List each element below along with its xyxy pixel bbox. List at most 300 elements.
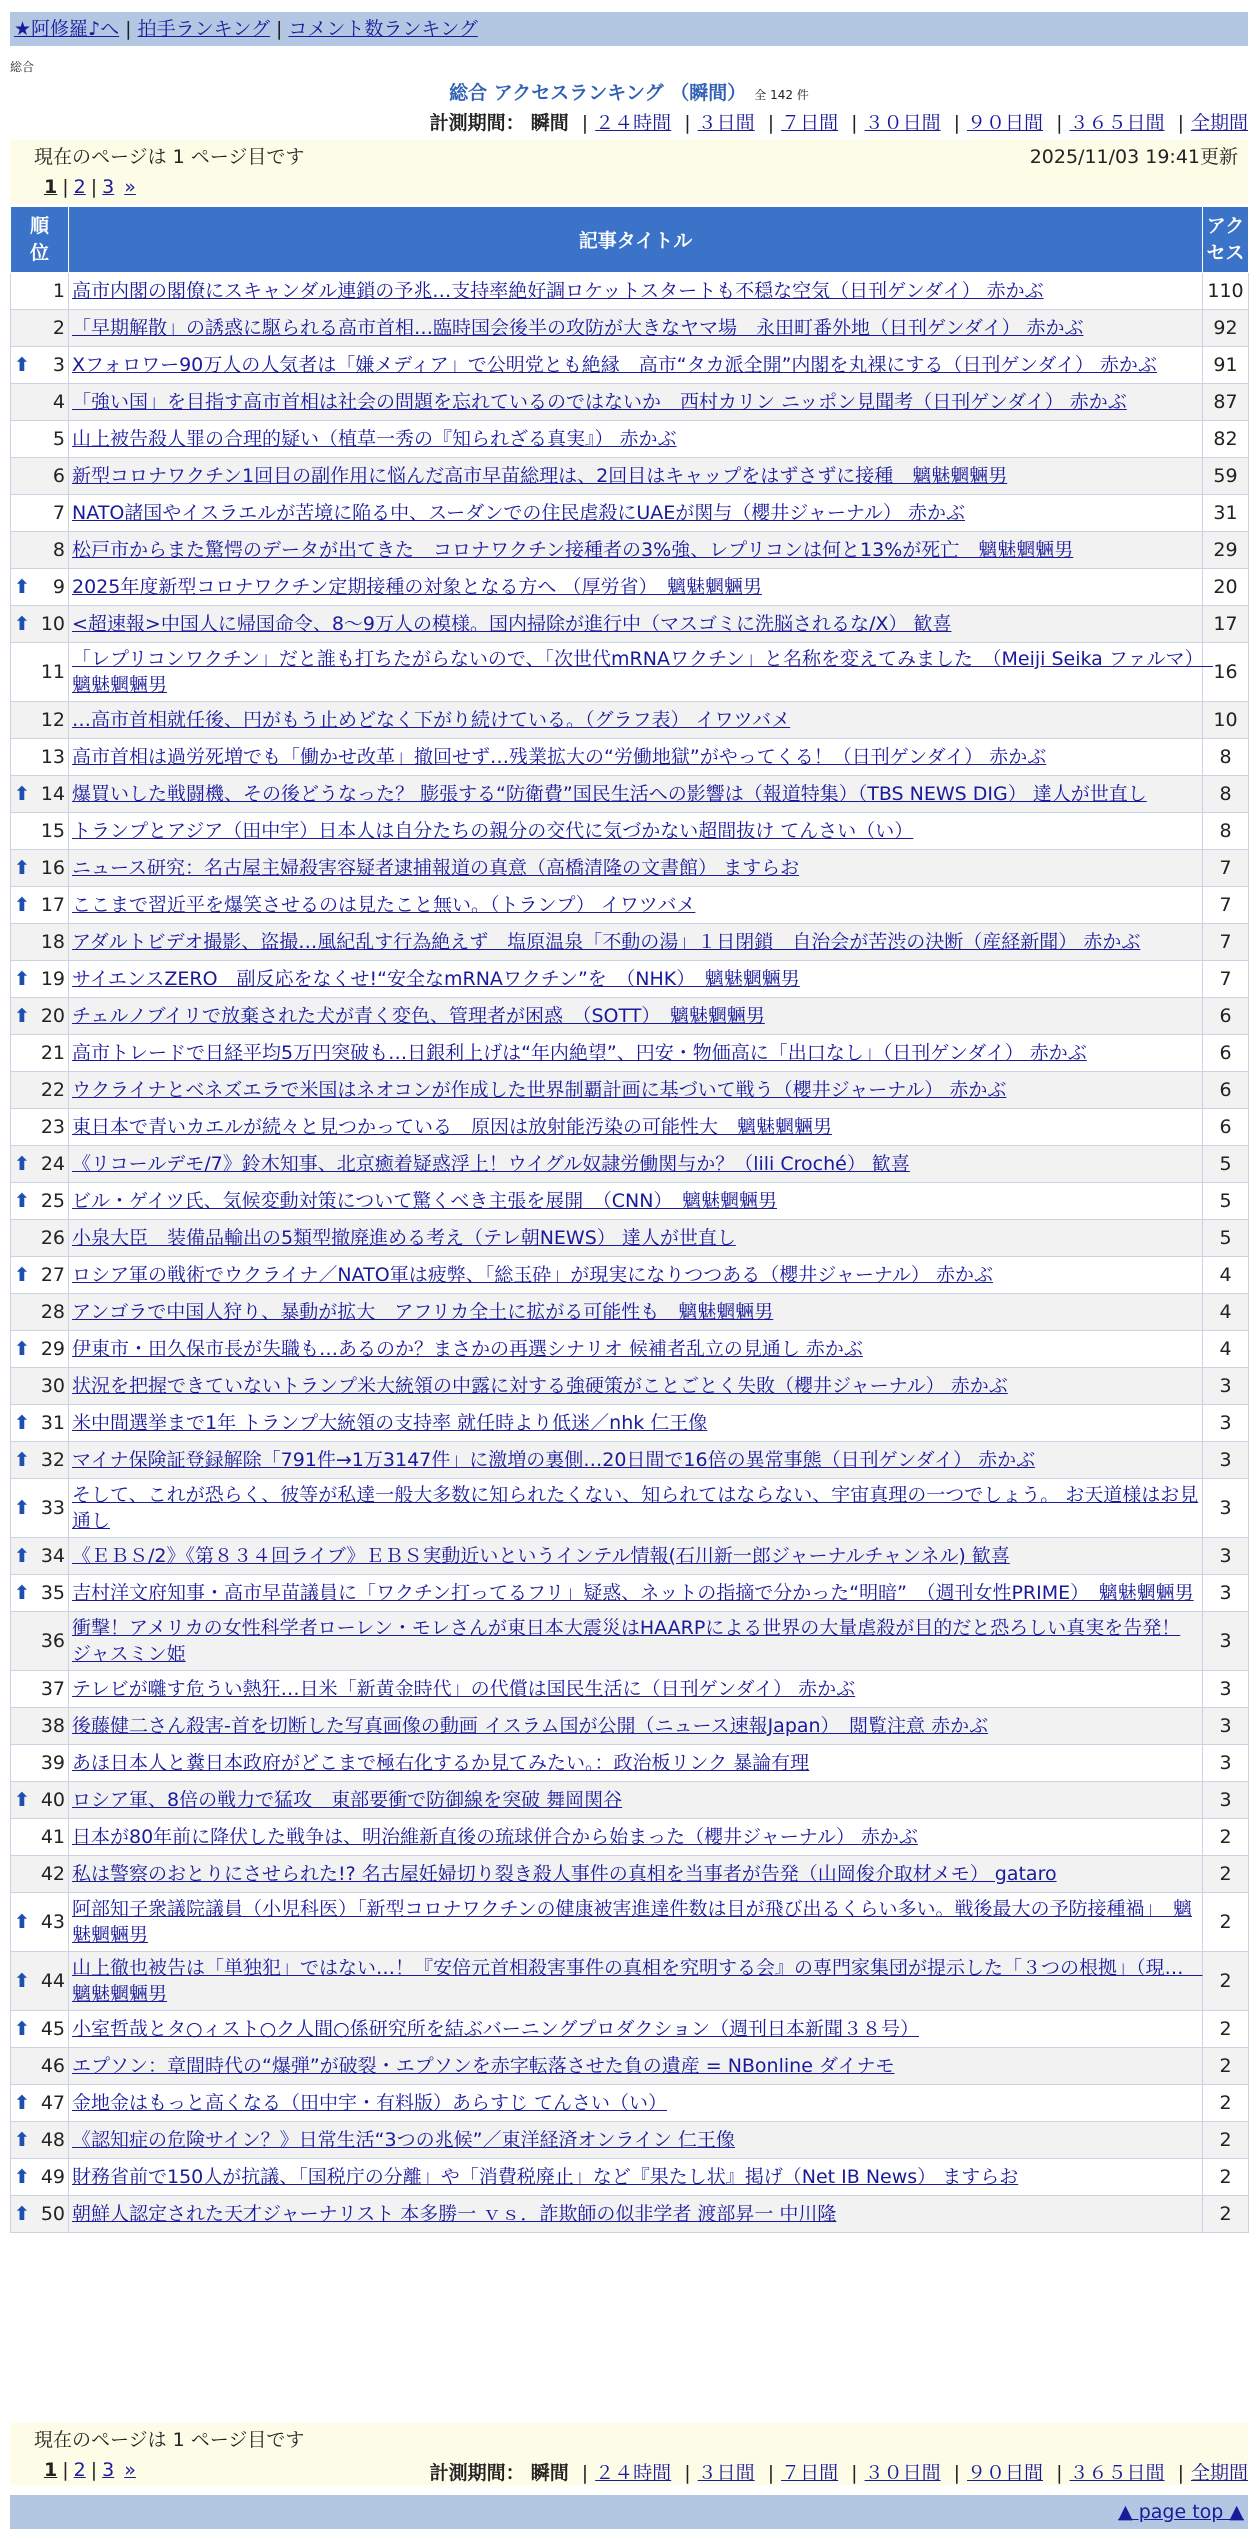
arrow-up-icon: ⬆	[14, 1449, 30, 1471]
table-row	[11, 1294, 1249, 1331]
page-separator: |	[90, 2459, 98, 2481]
access-count: 3	[1203, 1612, 1249, 1671]
arrow-up-icon: ⬆	[14, 2166, 30, 2188]
article-link[interactable]: 私は警察のおとりにさせられた!? 名古屋妊婦切り裂き殺人事件の真相を当事者が告発（山岡俊介取材メモ） gataro	[72, 1863, 1057, 1885]
title-cell	[69, 2011, 1203, 2048]
rank-cell	[11, 739, 69, 776]
rank-cell	[11, 961, 69, 998]
period-label: 計測期間：	[429, 112, 525, 134]
table-row	[11, 1575, 1249, 1612]
rank-number: 9	[52, 576, 65, 598]
rank-cell	[11, 1405, 69, 1442]
rank-cell	[11, 1671, 69, 1708]
access-count: 16	[1203, 643, 1249, 702]
table-row	[11, 310, 1249, 347]
rank-number: 40	[40, 1789, 65, 1811]
total-count: 全 142 件	[754, 88, 809, 102]
rank-number: 10	[40, 613, 65, 635]
article-link[interactable]: 山上徹也被告は「単独犯」ではない…！『安倍元首相殺害事件の真相を究明する会』の専門家集団が提示した「３つの根拠」（現… 魑魅魍魎男	[72, 1957, 1203, 2005]
period-separator: |	[1056, 2462, 1063, 2484]
table-row	[11, 1612, 1249, 1671]
table-row	[11, 702, 1249, 739]
article-link[interactable]: 金地金はもっと高くなる（田中宇・有料版）あらすじ てんさい（い）	[72, 2092, 668, 2114]
rank-number: 13	[40, 746, 65, 768]
nav-separator: |	[276, 18, 283, 40]
article-link[interactable]: マイナ保険証登録解除「791件→1万3147件」に激増の裏側…20日間で16倍の異常事態（日刊ゲンダイ） 赤かぶ	[72, 1449, 1036, 1471]
table-row	[11, 1035, 1249, 1072]
rank-cell	[11, 532, 69, 569]
article-link[interactable]: 朝鮮人認定された天才ジャーナリスト 本多勝一 ｖｓ．詐欺師の似非学者 渡部昇一 中川隆	[72, 2203, 837, 2225]
access-count: 17	[1203, 606, 1249, 643]
rank-cell	[11, 1893, 69, 1952]
table-row	[11, 1220, 1249, 1257]
article-link[interactable]: ウクライナとベネズエラで米国はネオコンが作成した世界制覇計画に基づいて戦う（櫻井ジャーナル） 赤かぶ	[72, 1079, 1007, 1101]
period-3d-link[interactable]: ３日間	[697, 2462, 755, 2484]
access-count: 3	[1203, 1368, 1249, 1405]
page-separator: |	[90, 176, 98, 198]
table-row	[11, 1893, 1249, 1952]
rank-number: 35	[40, 1582, 65, 1604]
arrow-up-icon: ⬆	[14, 613, 30, 635]
title-cell	[69, 606, 1203, 643]
period-7d-link[interactable]: ７日間	[781, 112, 839, 134]
access-count: 82	[1203, 421, 1249, 458]
article-link[interactable]: 高市内閣の閣僚にスキャンダル連鎖の予兆…支持率絶好調ロケットスタートも不穏な空気（日刊ゲンダイ） 赤かぶ	[72, 280, 1044, 302]
page-separator: |	[62, 176, 69, 198]
title-cell	[69, 2085, 1203, 2122]
table-row	[11, 1257, 1249, 1294]
arrow-up-icon: ⬆	[14, 1970, 30, 1992]
clap-ranking-link[interactable]: 拍手ランキング	[137, 18, 271, 40]
arrow-up-icon: ⬆	[14, 1497, 30, 1519]
rank-number: 28	[40, 1301, 65, 1323]
table-row	[11, 1405, 1249, 1442]
article-link[interactable]: ここまで習近平を爆笑させるのは見たこと無い。（トランプ） イワツバメ	[72, 894, 696, 916]
table-row	[11, 813, 1249, 850]
table-row	[11, 1183, 1249, 1220]
article-link[interactable]: 阿部知子衆議院議員（小児科医）「新型コロナワクチンの健康被害進達件数は目が飛び出るくらい多い。戦後最大の予防接種禍」 魑魅魍魎男	[72, 1898, 1193, 1946]
access-count: 20	[1203, 569, 1249, 606]
rank-cell	[11, 1538, 69, 1575]
rank-number: 6	[52, 465, 65, 487]
rank-number: 45	[40, 2018, 65, 2040]
page-current: 1	[44, 2459, 58, 2481]
rank-cell	[11, 887, 69, 924]
title-cell	[69, 1331, 1203, 1368]
arrow-up-icon: ⬆	[14, 1582, 30, 1604]
access-count: 87	[1203, 384, 1249, 421]
period-separator: |	[684, 112, 691, 134]
table-row	[11, 2122, 1249, 2159]
article-link[interactable]: 伊東市・田久保市長が失職も…あるのか？まさかの再選シナリオ 候補者乱立の見通し 赤かぶ	[72, 1338, 863, 1360]
article-link[interactable]: チェルノブイリで放棄された犬が青く変色、管理者が困惑 （SOTT） 魑魅魍魎男	[72, 1005, 765, 1027]
rank-cell	[11, 1819, 69, 1856]
article-link[interactable]: 高市首相は過労死増でも「働かせ改革」撤回せず…残業拡大の“労働地獄”がやってくる！（日刊ゲンダイ） 赤かぶ	[72, 746, 1047, 768]
current-page-text: 現在のページは 1 ページ目です	[34, 146, 305, 168]
rank-number: 23	[40, 1116, 65, 1138]
table-row	[11, 739, 1249, 776]
arrow-up-icon: ⬆	[14, 1190, 30, 1212]
title-cell	[69, 1035, 1203, 1072]
period-24h-link[interactable]: ２４時間	[595, 2462, 672, 2484]
rank-number: 25	[40, 1190, 65, 1212]
updated-timestamp: 2025/11/03 19:41更新	[1029, 146, 1238, 168]
rank-number: 47	[40, 2092, 65, 2114]
article-link[interactable]: 小泉大臣 装備品輸出の5類型撤廃進める考え（テレ朝NEWS） 達人が世直し	[72, 1227, 736, 1249]
table-row	[11, 1782, 1249, 1819]
comment-ranking-link[interactable]: コメント数ランキング	[288, 18, 478, 40]
table-row	[11, 961, 1249, 998]
rank-cell	[11, 421, 69, 458]
rank-number: 11	[40, 661, 65, 683]
rank-cell	[11, 458, 69, 495]
article-link[interactable]: ロシア軍、8倍の戦力で猛攻 東部要衝で防御線を突破 舞岡関谷	[72, 1789, 623, 1811]
table-row	[11, 421, 1249, 458]
rank-cell	[11, 310, 69, 347]
table-row	[11, 495, 1249, 532]
access-count: 2	[1203, 2159, 1249, 2196]
rank-cell	[11, 1442, 69, 1479]
article-link[interactable]: エプソン：章間時代の“爆弾”が破裂・エプソンを赤字転落させた負の遺産 = NBonline ダイナモ	[72, 2055, 895, 2077]
rank-number: 4	[52, 391, 65, 413]
rank-cell	[11, 1708, 69, 1745]
title-cell	[69, 1072, 1203, 1109]
period-30d-link[interactable]: ３０日間	[864, 2462, 941, 2484]
next-page-link[interactable]: »	[124, 176, 136, 198]
article-link[interactable]: サイエンスZERO 副反応をなくせ!“安全なmRNAワクチン”を （NHK） 魑魅魍魎男	[72, 968, 800, 990]
title-cell	[69, 2159, 1203, 2196]
arrow-up-icon: ⬆	[14, 1338, 30, 1360]
article-link[interactable]: 「レプリコンワクチン」だと誰も打ちたがらないので、「次世代mRNAワクチン」と名称を変えてみました （Meiji Seika ファルマ） 魑魅魍魎男	[72, 648, 1213, 696]
nav-separator: |	[125, 18, 132, 40]
period-separator: |	[1177, 112, 1184, 134]
table-row	[11, 1146, 1249, 1183]
arrow-up-icon: ⬆	[14, 783, 30, 805]
rank-number: 30	[40, 1375, 65, 1397]
rank-number: 36	[40, 1630, 65, 1652]
title-cell	[69, 961, 1203, 998]
period-separator: |	[767, 2462, 775, 2484]
table-row	[11, 1479, 1249, 1538]
access-count: 2	[1203, 2122, 1249, 2159]
rank-cell	[11, 2122, 69, 2159]
title-cell	[69, 1368, 1203, 1405]
rank-number: 29	[40, 1338, 65, 1360]
period-current: 瞬間	[530, 112, 569, 134]
article-link[interactable]: 東日本で青いカエルが続々と見つかっている 原因は放射能汚染の可能性大 魑魅魍魎男	[72, 1116, 833, 1138]
article-link[interactable]: 米中間選挙まで1年 トランプ大統領の支持率 就任時より低迷／nhk 仁王像	[72, 1412, 708, 1434]
article-link[interactable]: Xフォロワー90万人の人気者は「嫌メディア」で公明党とも絶縁 高市“タカ派全開”内閣を丸裸にする（日刊ゲンダイ） 赤かぶ	[72, 354, 1157, 376]
period-24h-link[interactable]: ２４時間	[595, 112, 672, 134]
rank-cell	[11, 1612, 69, 1671]
access-count: 3	[1203, 1442, 1249, 1479]
access-count: 110	[1203, 273, 1249, 310]
rank-number: 19	[40, 968, 65, 990]
title-cell	[69, 850, 1203, 887]
title-cell	[69, 739, 1203, 776]
title-cell	[69, 1782, 1203, 1819]
table-row	[11, 643, 1249, 702]
period-all-link[interactable]: 全期間	[1190, 2462, 1248, 2484]
arrow-up-icon: ⬆	[14, 1412, 30, 1434]
arrow-up-icon: ⬆	[14, 857, 30, 879]
article-link[interactable]: 《リコールデモ/7》鈴木知事、北京癒着疑惑浮上！ウイグル奴隷労働関与か？（lili Croché） 歓喜	[72, 1153, 910, 1175]
title-cell	[69, 347, 1203, 384]
table-row	[11, 1819, 1249, 1856]
rank-cell	[11, 2011, 69, 2048]
access-count: 10	[1203, 702, 1249, 739]
access-count: 4	[1203, 1331, 1249, 1368]
rank-cell	[11, 1220, 69, 1257]
table-row	[11, 347, 1249, 384]
article-link[interactable]: 新型コロナワクチン1回目の副作用に悩んだ高市早苗総理は、2回目はキャップをはずさずに接種 魑魅魍魎男	[72, 465, 1008, 487]
access-count: 7	[1203, 961, 1249, 998]
rank-cell	[11, 273, 69, 310]
ranking-rows	[11, 273, 1249, 2233]
title-cell	[69, 998, 1203, 1035]
rank-cell	[11, 2196, 69, 2233]
table-row	[11, 1442, 1249, 1479]
period-label: 計測期間：	[429, 2462, 525, 2484]
article-link[interactable]: …高市首相就任後、円がもう止めどなく下がり続けている。（グラフ表） イワツバメ	[72, 709, 791, 731]
access-count: 6	[1203, 1072, 1249, 1109]
article-link[interactable]: 衝撃！アメリカの女性科学者ローレン・モレさんが東日本大震災はHAARPによる世界の大量虐殺が目的だと恐ろしい真実を告発！ ジャスミン姫	[72, 1617, 1181, 1665]
rank-number: 14	[40, 783, 65, 805]
article-link[interactable]: アンゴラで中国人狩り、暴動が拡大 アフリカ全土に拡がる可能性も 魑魅魍魎男	[72, 1301, 774, 1323]
arrow-up-icon: ⬆	[14, 2203, 30, 2225]
rank-number: 8	[52, 539, 65, 561]
rank-number: 42	[40, 1863, 65, 1885]
access-count: 3	[1203, 1538, 1249, 1575]
rank-number: 20	[40, 1005, 65, 1027]
rank-cell	[11, 813, 69, 850]
rank-cell	[11, 1479, 69, 1538]
period-separator: |	[851, 112, 858, 134]
rank-cell	[11, 1856, 69, 1893]
rank-number: 21	[40, 1042, 65, 1064]
title-cell	[69, 1538, 1203, 1575]
period-90d-link[interactable]: ９０日間	[967, 112, 1044, 134]
title-cell	[69, 1220, 1203, 1257]
rank-number: 1	[52, 280, 65, 302]
period-separator: |	[581, 2462, 589, 2484]
title-cell	[69, 887, 1203, 924]
article-link[interactable]: テレビが囃す危うい熱狂…日米「新黄金時代」の代償は国民生活に（日刊ゲンダイ） 赤かぶ	[72, 1678, 856, 1700]
page-2-link[interactable]: 2	[73, 176, 86, 198]
category-label: 総合	[10, 60, 35, 74]
table-row	[11, 273, 1249, 310]
access-count: 3	[1203, 1479, 1249, 1538]
rank-cell	[11, 1368, 69, 1405]
page-3-link[interactable]: 3	[102, 176, 115, 198]
access-count: 59	[1203, 458, 1249, 495]
access-count: 2	[1203, 2011, 1249, 2048]
title-cell	[69, 1442, 1203, 1479]
access-count: 8	[1203, 813, 1249, 850]
period-365d-link[interactable]: ３６５日間	[1069, 2462, 1165, 2484]
article-link[interactable]: 「早期解散」の誘惑に駆られる高市首相…臨時国会後半の攻防が大きなヤマ場 永田町番外地（日刊ゲンダイ） 赤かぶ	[72, 317, 1084, 339]
period-3d-link[interactable]: ３日間	[697, 112, 755, 134]
title-cell	[69, 1856, 1203, 1893]
period-7d-link[interactable]: ７日間	[781, 2462, 839, 2484]
period-separator: |	[1056, 112, 1063, 134]
access-count: 2	[1203, 2048, 1249, 2085]
rank-cell	[11, 384, 69, 421]
rank-number: 3	[52, 354, 65, 376]
period-365d-link[interactable]: ３６５日間	[1069, 112, 1165, 134]
article-link[interactable]: 吉村洋文府知事・高市早苗議員に「ワクチン打ってるフリ」疑惑、ネットの指摘で分かった“明暗” （週刊女性PRIME） 魑魅魍魎男	[72, 1582, 1194, 1604]
access-count: 2	[1203, 1819, 1249, 1856]
title-cell	[69, 1183, 1203, 1220]
article-link[interactable]: 山上被告殺人罪の合理的疑い（植草一秀の『知られざる真実』） 赤かぶ	[72, 428, 677, 450]
period-current: 瞬間	[530, 2462, 569, 2484]
article-link[interactable]: NATO諸国やイスラエルが苦境に陥る中、スーダンでの住民虐殺にUAEが関与（櫻井ジャーナル） 赤かぶ	[72, 502, 965, 524]
table-row	[11, 1331, 1249, 1368]
access-count: 3	[1203, 1575, 1249, 1612]
rank-number: 32	[40, 1449, 65, 1471]
period-separator: |	[1177, 2462, 1184, 2484]
arrow-up-icon: ⬆	[14, 576, 30, 598]
title-cell	[69, 532, 1203, 569]
title-cell	[69, 1405, 1203, 1442]
rank-number: 38	[40, 1715, 65, 1737]
rank-cell	[11, 924, 69, 961]
rank-number: 17	[40, 894, 65, 916]
rank-number: 24	[40, 1153, 65, 1175]
rank-number: 33	[40, 1497, 65, 1519]
period-separator: |	[684, 2462, 691, 2484]
rank-number: 44	[40, 1970, 65, 1992]
title-cell	[69, 813, 1203, 850]
rank-cell	[11, 606, 69, 643]
article-link[interactable]: ビル・ゲイツ氏、気候変動対策について驚くべき主張を展開 （CNN） 魑魅魍魎男	[72, 1190, 777, 1212]
arrow-up-icon: ⬆	[14, 968, 30, 990]
table-row	[11, 1072, 1249, 1109]
table-row	[11, 2085, 1249, 2122]
rank-cell	[11, 1146, 69, 1183]
arrow-up-icon: ⬆	[14, 1005, 30, 1027]
period-all-link[interactable]: 全期間	[1190, 112, 1248, 134]
page-top-link[interactable]: ▲ page top ▲	[1118, 2501, 1244, 2523]
access-count: 2	[1203, 1893, 1249, 1952]
rank-cell	[11, 1745, 69, 1782]
article-link[interactable]: 「強い国」を目指す高市首相は社会の問題を忘れているのではないか 西村カリン ニッポン見聞考（日刊ゲンダイ） 赤かぶ	[72, 391, 1127, 413]
title-cell	[69, 458, 1203, 495]
rank-number: 34	[40, 1545, 65, 1567]
title-cell	[69, 924, 1203, 961]
title-cell	[69, 1257, 1203, 1294]
rank-cell	[11, 1952, 69, 2011]
article-link[interactable]: 《ＥＢＳ/2》《第８３４回ライブ》ＥＢＳ実動近いというインテル情報(石川新一郎ジャーナルチャンネル) 歓喜	[72, 1545, 1010, 1567]
rank-number: 27	[40, 1264, 65, 1286]
period-separator: |	[851, 2462, 858, 2484]
access-count: 3	[1203, 1782, 1249, 1819]
title-cell	[69, 569, 1203, 606]
rank-cell	[11, 1257, 69, 1294]
title-cell	[69, 273, 1203, 310]
rank-cell	[11, 2048, 69, 2085]
period-30d-link[interactable]: ３０日間	[864, 112, 941, 134]
article-link[interactable]: 状況を把握できていないトランプ米大統領の中露に対する強硬策がことごとく失敗（櫻井ジャーナル） 赤かぶ	[72, 1375, 1008, 1397]
home-link[interactable]: ★阿修羅♪へ	[14, 18, 120, 40]
table-row	[11, 1952, 1249, 2011]
table-row	[11, 887, 1249, 924]
title-cell	[69, 1745, 1203, 1782]
next-page-link[interactable]: »	[124, 2459, 136, 2481]
title-cell	[69, 421, 1203, 458]
title-cell	[69, 1671, 1203, 1708]
page-current: 1	[44, 176, 58, 198]
access-count: 4	[1203, 1294, 1249, 1331]
access-count: 3	[1203, 1405, 1249, 1442]
access-count: 5	[1203, 1146, 1249, 1183]
rank-cell	[11, 1575, 69, 1612]
rank-number: 49	[40, 2166, 65, 2188]
article-link[interactable]: アダルトビデオ撮影、盗撮…風紀乱す行為絶えず 塩原温泉「不動の湯」１日閉鎖 自治会が苦渋の決断（産経新聞） 赤かぶ	[72, 931, 1141, 953]
access-count: 6	[1203, 998, 1249, 1035]
rank-number: 31	[40, 1412, 65, 1434]
title-cell	[69, 1146, 1203, 1183]
table-row	[11, 2011, 1249, 2048]
article-link[interactable]: ニュース研究：名古屋主婦殺害容疑者逮捕報道の真意（高橋清隆の文書館） ますらお	[72, 857, 800, 879]
article-link[interactable]: あほ日本人と糞日本政府がどこまで極右化するか見てみたい。：政治板リンク 暴論有理	[72, 1752, 810, 1774]
article-link[interactable]: 小室哲哉とタ○ィスト○ク人間○係研究所を結ぶバーニングプロダクション（週刊日本新聞３８号）	[72, 2018, 919, 2040]
rank-number: 5	[52, 428, 65, 450]
period-90d-link[interactable]: ９０日間	[967, 2462, 1044, 2484]
rank-number: 22	[40, 1079, 65, 1101]
page-separator: |	[62, 2459, 69, 2481]
rank-number: 26	[40, 1227, 65, 1249]
rank-number: 12	[40, 709, 65, 731]
table-row	[11, 569, 1249, 606]
table-row	[11, 2048, 1249, 2085]
rank-cell	[11, 495, 69, 532]
table-row	[11, 606, 1249, 643]
title-cell	[69, 776, 1203, 813]
rank-cell	[11, 1072, 69, 1109]
title-cell	[69, 1708, 1203, 1745]
article-link[interactable]: 財務省前で150人が抗議、「国税庁の分離」や「消費税廃止」など『果たし状』掲げ（Net IB News） ますらお	[72, 2166, 1019, 2188]
article-link[interactable]: ロシア軍の戦術でウクライナ／NATO軍は疲弊、「総玉砕」が現実になりつつある（櫻井ジャーナル） 赤かぶ	[72, 1264, 993, 1286]
footer-bar	[10, 2495, 1248, 2529]
table-row	[11, 532, 1249, 569]
article-link[interactable]: トランプとアジア（田中宇）日本人は自分たちの親分の交代に気づかない超間抜け てんさい（い）	[72, 820, 914, 842]
access-count: 3	[1203, 1745, 1249, 1782]
article-link[interactable]: 高市トレードで日経平均5万円突破も…日銀利上げは“年内絶望”、円安・物価高に「出口なし」（日刊ゲンダイ） 赤かぶ	[72, 1042, 1087, 1064]
rank-number: 48	[40, 2129, 65, 2151]
article-link[interactable]: 後藤健二さん殺害-首を切断した写真画像の動画 イスラム国が公開（ニュース速報Japan） 閲覧注意 赤かぶ	[72, 1715, 989, 1737]
article-link[interactable]: 日本が80年前に降伏した戦争は、明治維新直後の琉球併合から始まった（櫻井ジャーナル） 赤かぶ	[72, 1826, 918, 1848]
article-link[interactable]: 2025年度新型コロナワクチン定期接種の対象となる方へ （厚労省） 魑魅魍魎男	[72, 576, 762, 598]
rank-cell	[11, 569, 69, 606]
access-count: 29	[1203, 532, 1249, 569]
page-2-link[interactable]: 2	[73, 2459, 86, 2481]
article-link[interactable]: <超速報>中国人に帰国命令、8〜9万人の模様。国内掃除が進行中（マスゴミに洗脳されるな/X） 歓喜	[72, 613, 952, 635]
title-cell	[69, 2122, 1203, 2159]
title-cell	[69, 2048, 1203, 2085]
access-count: 6	[1203, 1035, 1249, 1072]
ranking-title: 総合 アクセスランキング （瞬間）	[449, 82, 747, 104]
article-link[interactable]: 爆買いした戦闘機、その後どうなった？ 膨張する“防衛費”国民生活への影響は（報道特集）（TBS NEWS DIG） 達人が世直し	[72, 783, 1147, 805]
period-separator: |	[581, 112, 589, 134]
article-link[interactable]: そして、これが恐らく、彼等が私達一般大多数に知られたくない、知られてはならない、宇宙真理の一つでしょう。 お天道様はお見通し	[72, 1484, 1199, 1532]
table-row	[11, 1856, 1249, 1893]
page-3-link[interactable]: 3	[102, 2459, 115, 2481]
arrow-up-icon: ⬆	[14, 354, 30, 376]
article-link[interactable]: 《認知症の危険サイン？》日常生活“3つの兆候”／東洋経済オンライン 仁王像	[72, 2129, 735, 2151]
article-link[interactable]: 松戸市からまた驚愕のデータが出てきた コロナワクチン接種者の3%強、レプリコンは何と13%が死亡 魑魅魍魎男	[72, 539, 1074, 561]
title-cell	[69, 1294, 1203, 1331]
